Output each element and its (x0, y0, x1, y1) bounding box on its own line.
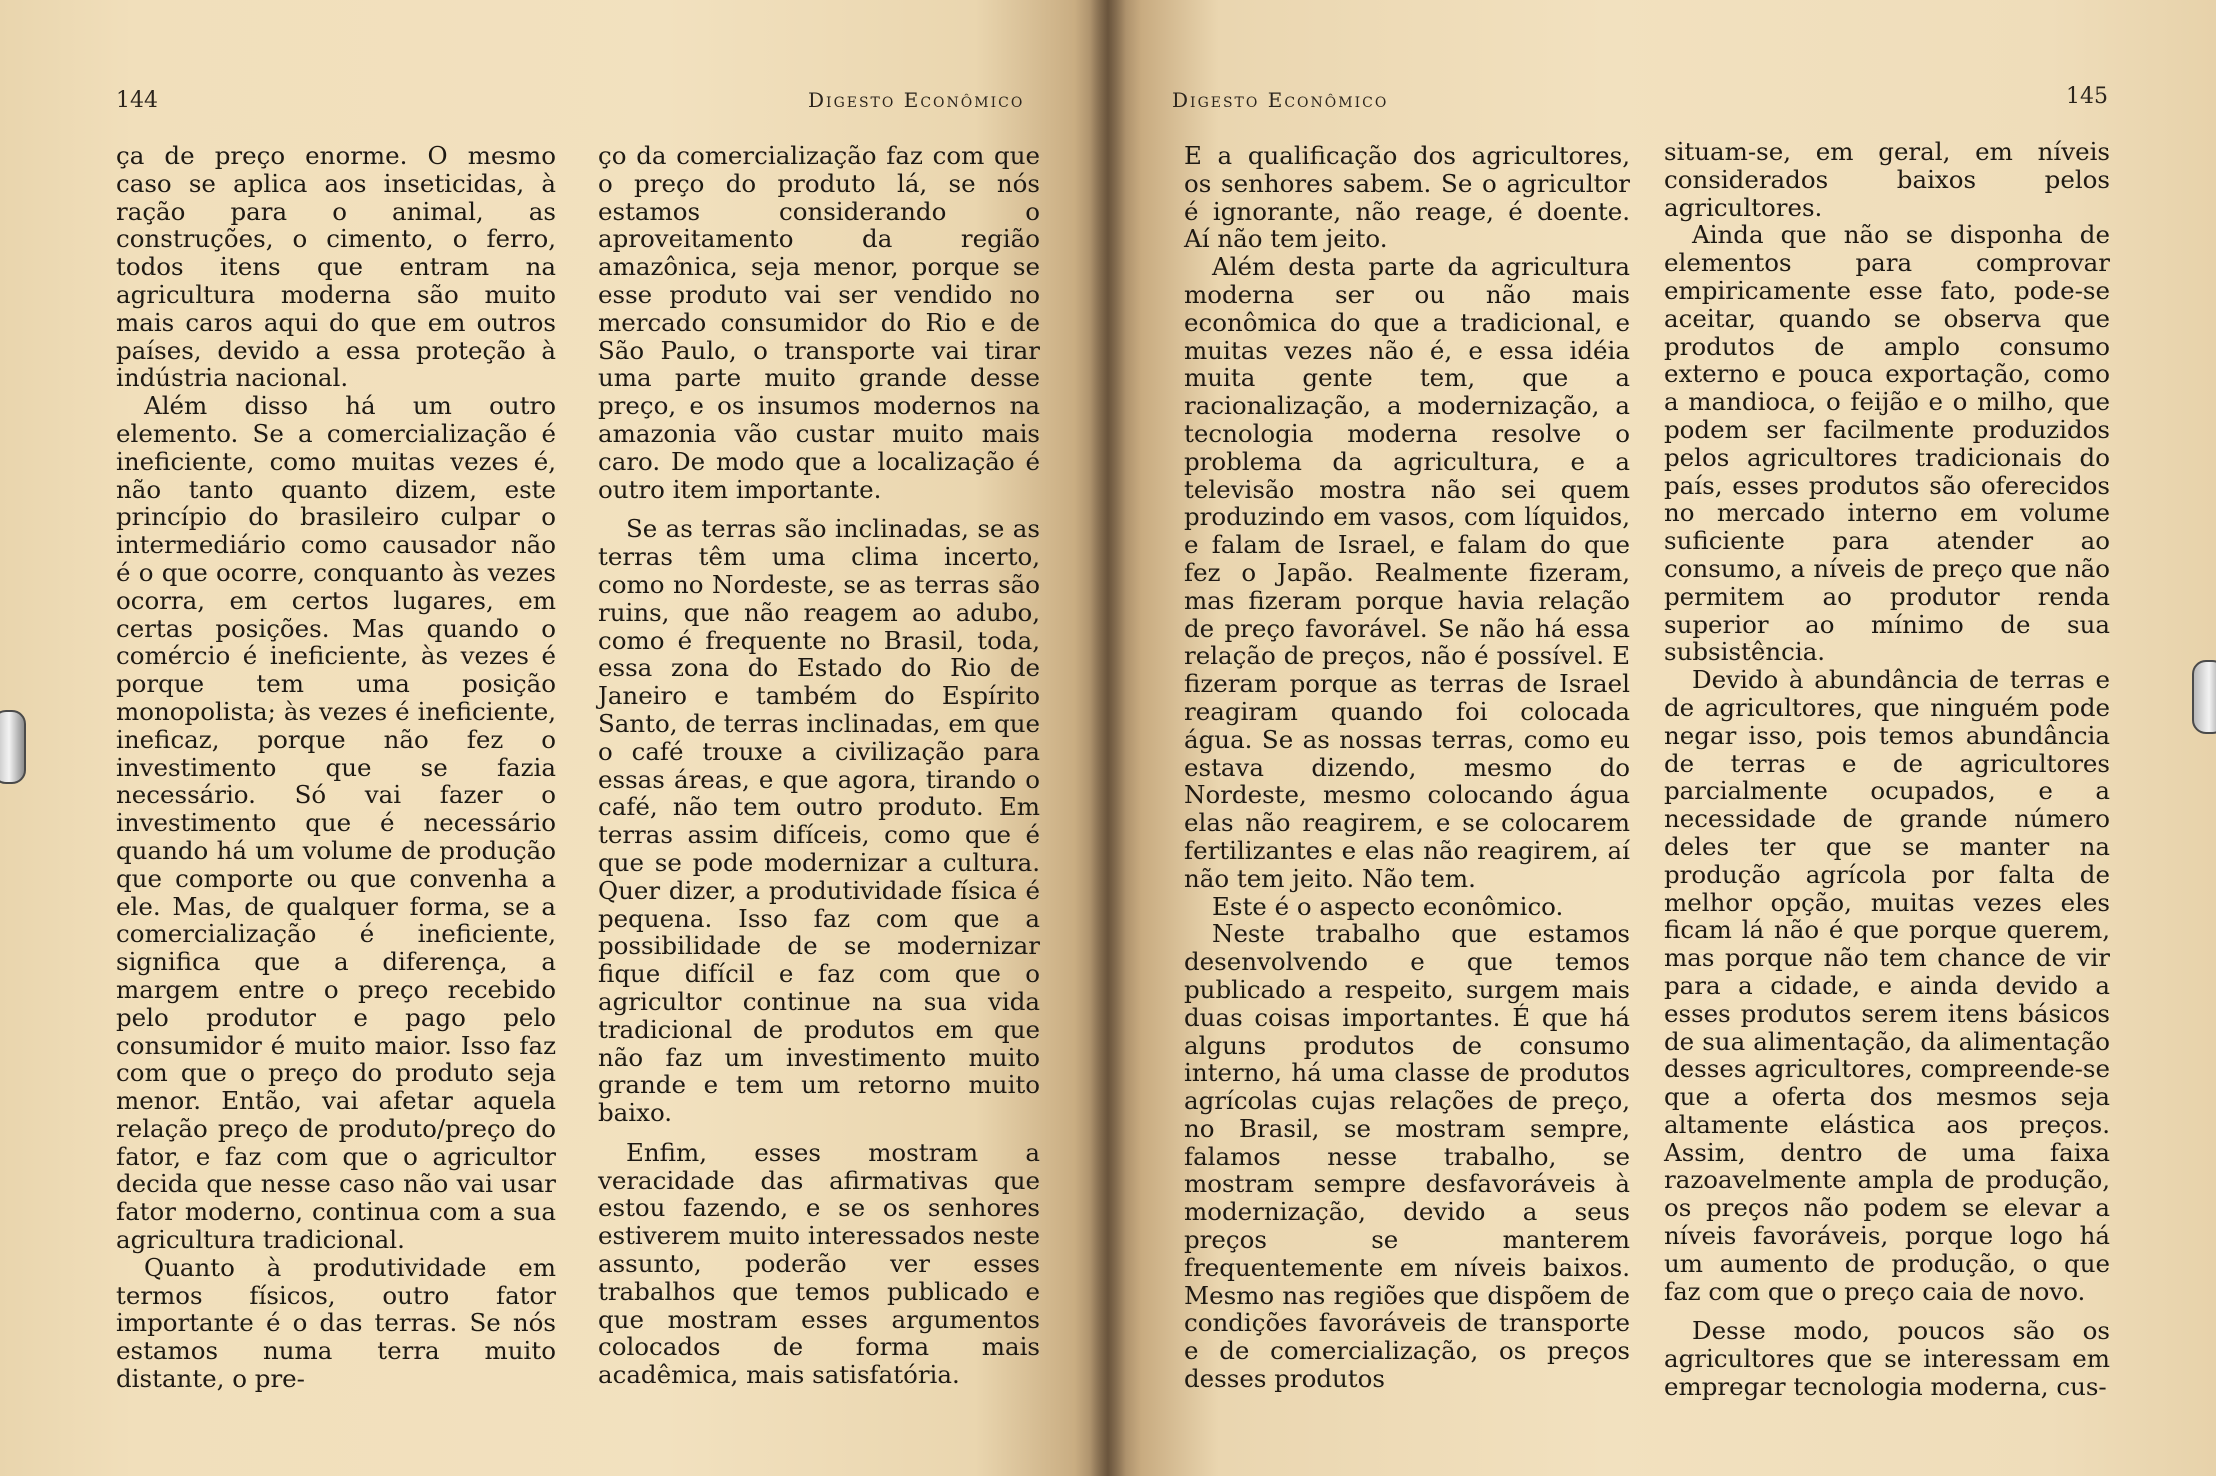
paragraph: Devido à abundância de terras e de agricultores, que ninguém pode negar isso, pois temos abundância de terras e de agricultores parcialmente ocupados, e a necessidade de grande número deles ter que se manter na produção agrícola por falta de melhor opção, muitas vezes eles ficam lá não é que porque querem, mas porque não tem chance de vir para a cidade, e ainda devido a esses produtos serem itens básicos de sua alimentação, da alimentação desses agricultores, compreende-se que a oferta dos mesmos seja altamente elástica aos preços. Assim, dentro de uma faixa razoavelmente ampla de produção, os preços não podem se elevar a níveis favoráveis, porque logo há um aumento de produção, o que faz com que o preço caia de novo. (1664, 665, 2110, 1306)
right-column-2 (1664, 138, 2110, 1401)
paragraph: Além desta parte da agricultura moderna ser ou não mais econômica do que a tradicional, e muitas vezes não é, e essa idéia muita gente tem, que a racionalização, a modernização, a tecnologia moderna resolve o problema da agricultura, e a televisão mostra não sei quem produzindo em vasos, com líquidos, e falam de Israel, e falam do que fez o Japão. Realmente fizeram, mas fizeram porque havia relação de preço favorável. Se não há essa relação de preços, não é possível. E fizeram porque as terras de Israel reagiram quando foi colocada água. Se as nossas terras, como eu estava dizendo, mesmo do Nordeste, mesmo colocando água elas não reagirem, e se colocarem fertilizantes e elas não reagirem, aí não tem jeito. Não tem. (1184, 252, 1630, 893)
paragraph: Enfim, esses mostram a veracidade das afirmativas que estou fazendo, e se os senhores estiverem muito interessados neste assunto, poderão ver esses trabalhos que temos publicado e que mostram esses argumentos colocados de forma mais acadêmica, mais satisfatória. (598, 1137, 1040, 1390)
paragraph: ço da comercialização faz com que o preço do produto lá, se nós estamos considerando o aproveitamento da região amazônica, seja menor, porque se esse produto vai ser vendido no mercado consumidor do Rio e de São Paulo, o transporte vai tirar uma parte muito grande desse preço, e os insumos modernos na amazonia vão custar muito mais caro. De modo que a localização é outro item importante. (598, 141, 1040, 504)
paragraph: Quanto à produtividade em termos físicos, outro fator importante é o das terras. Se nós estamos numa terra muito distante, o pre- (116, 1252, 556, 1394)
paragraph: Desse modo, poucos são os agricultores que se interessam em empregar tecnologia moderna, cus- (1664, 1316, 2110, 1402)
left-column-2 (598, 142, 1040, 1389)
running-head-left: Digesto Econômico (808, 88, 1025, 112)
left-column-1 (116, 142, 556, 1393)
binder-clip-left (0, 710, 26, 784)
right-page (1108, 0, 2216, 1476)
binder-clip-right (2192, 660, 2216, 734)
running-head-right: Digesto Econômico (1172, 88, 1389, 112)
paragraph: E a qualificação dos agricultores, os senhores sabem. Se o agricultor é ignorante, não reage, é doente. Aí não tem jeito. (1184, 141, 1630, 254)
page-number-right: 145 (2066, 84, 2108, 109)
paragraph: ça de preço enorme. O mesmo caso se aplica aos inseticidas, à ração para o animal, as construções, o cimento, o ferro, todos itens que entram na agricultura moderna são muito mais caros aqui do que em outros países, devido a essa proteção à indústria nacional. (116, 141, 556, 393)
book-spine (1090, 0, 1126, 1476)
paragraph: Ainda que não se disponha de elementos para comprovar empiricamente esse fato, pode-se aceitar, quando se observa que produtos de amplo consumo externo e pouca exportação, como a mandioca, o feijão e o milho, que podem ser facilmente produzidos pelos agricultores tradicionais do país, esses produtos são oferecidos no mercado interno em volume suficiente para atender ao consumo, a níveis de preço que não permitem ao produtor renda superior ao mínimo de sua subsistência. (1664, 220, 2110, 667)
page-number-left: 144 (116, 88, 158, 113)
paragraph: situam-se, em geral, em níveis considerados baixos pelos agricultores. (1664, 137, 2110, 222)
paragraph: Neste trabalho que estamos desenvolvendo e que temos publicado a respeito, surgem mais duas coisas importantes. É que há alguns produtos de consumo interno, há uma classe de produtos agrícolas cujas relações de preço, no Brasil, se mostram sempre, falamos nesse trabalho, se mostram sempre desfavoráveis à modernização, devido a seus preços se manterem frequentemente em níveis baixos. Mesmo nas regiões que dispõem de condições favoráveis de transporte e de comercialização, os preços desses produtos (1184, 919, 1630, 1394)
paragraph: Além disso há um outro elemento. Se a comercialização é ineficiente, como muitas vezes é, não tanto quanto dizem, este princípio do brasileiro culpar o intermediário como causador não é o que ocorre, conquanto às vezes ocorra, em certos lugares, em certas posições. Mas quando o comércio é ineficiente, às vezes é porque tem uma posição monopolista; às vezes é ineficiente, ineficaz, porque não fez o investimento que se fazia necessário. Só vai fazer o investimento que é necessário quando há um volume de produção que comporte ou que convenha a ele. Mas, de qualquer forma, se a comercialização é ineficiente, significa que a diferença, a margem entre o preço recebido pelo produtor e pago pelo consumidor é muito maior. Isso faz com que o preço do produto seja menor. Então, vai afetar aquela relação preço de produto/preço do fator, e faz com que o agricultor decida que nesse caso não vai usar fator moderno, continua com a sua agricultura tradicional. (116, 391, 556, 1255)
paragraph: Se as terras são inclinadas, se as terras têm uma clima incerto, como no Nordeste, se as terras são ruins, que não reagem ao adubo, como é frequente no Brasil, toda, essa zona do Estado do Rio de Janeiro e também do Espírito Santo, de terras inclinadas, em que o café trouxe a civilização para essas áreas, e que agora, tirando o café, não tem outro produto. Em terras assim difíceis, como que é que se pode modernizar a cultura. Quer dizer, a produtividade física é pequena. Isso faz com que a possibilidade de se modernizar fique difícil e faz com que o agricultor continue na sua vida tradicional de produtos em que não faz um investimento muito grande e tem um retorno muito baixo. (598, 514, 1040, 1128)
right-column-1 (1184, 142, 1630, 1393)
paragraph: Este é o aspecto econômico. (1212, 891, 1564, 921)
